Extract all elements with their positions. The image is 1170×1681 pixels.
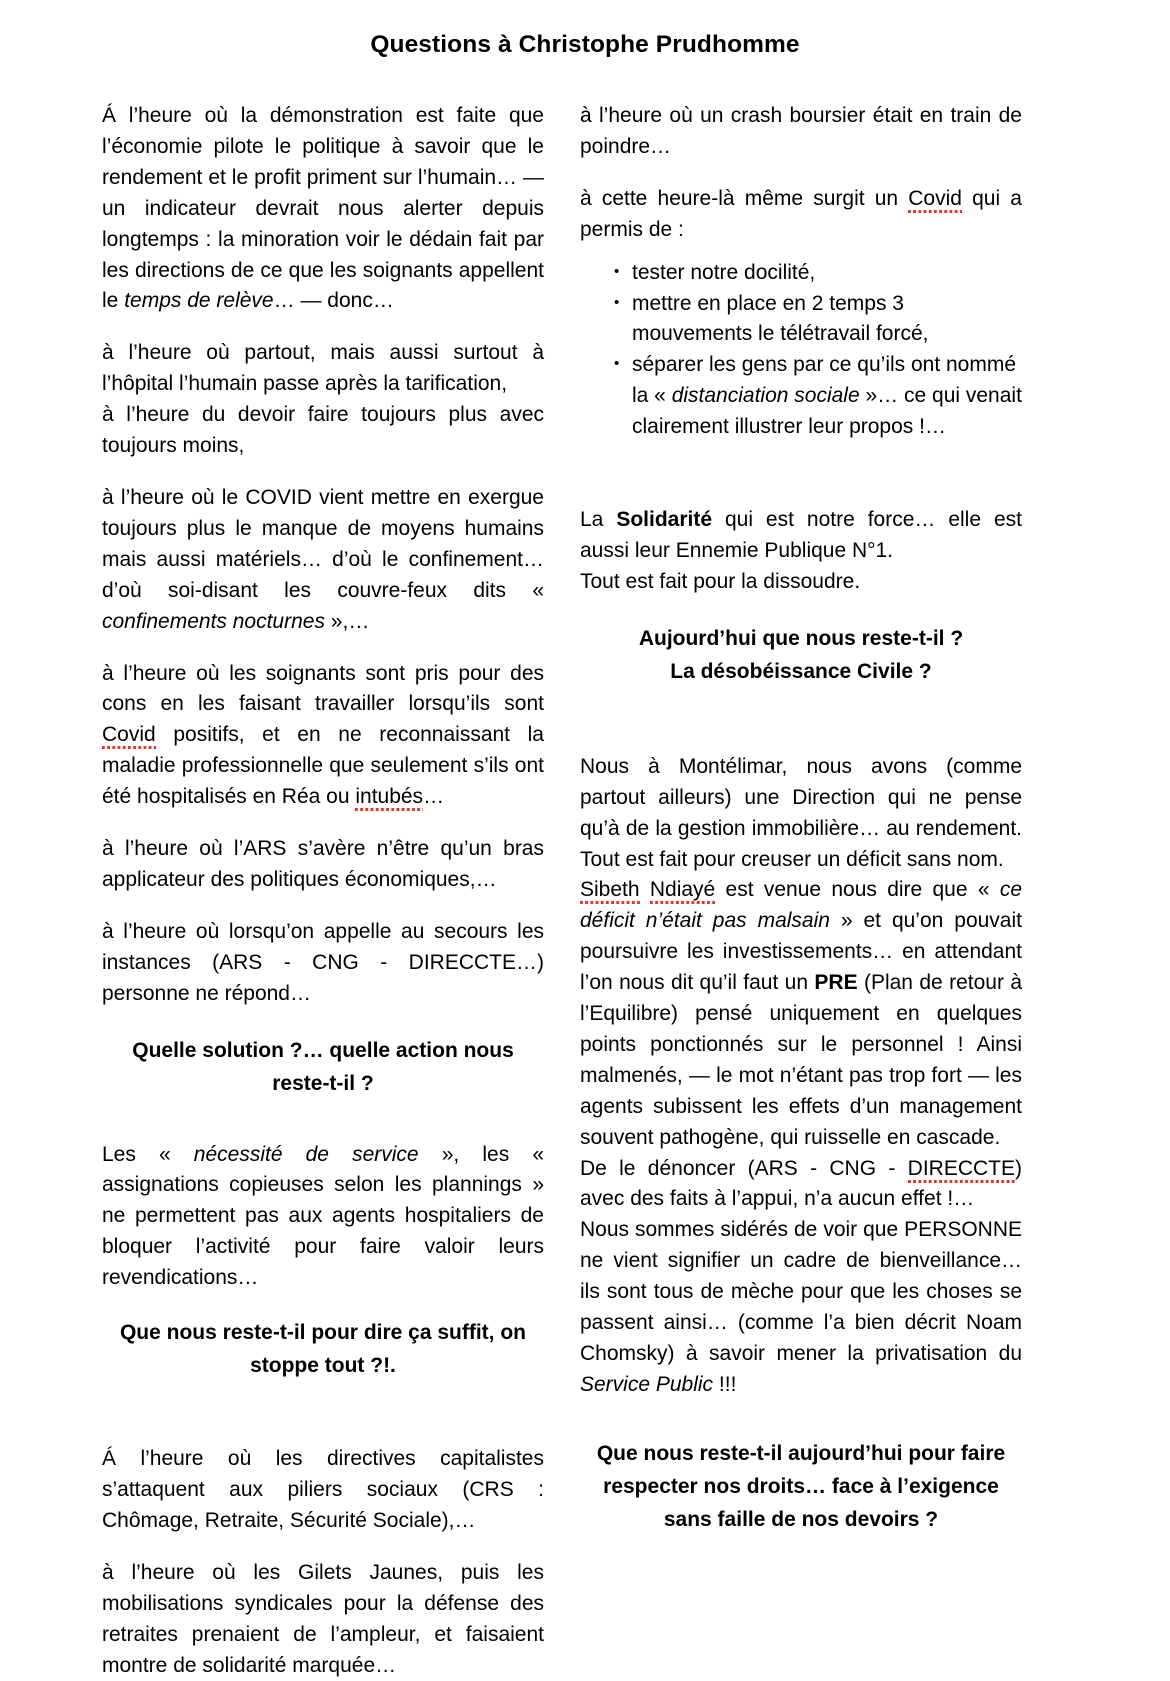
paragraph-left-1: Á l’heure où la démonstration est faite que l’économie pilote le politique à savoir que le rendement et le profit priment sur l’humain… — un indicateur devrait nous alerter depuis longtemps : la minoration voir le dédain fait par les directions de ce que les soignants appellent le temps de relève… — donc… xyxy=(102,104,544,313)
heading-aujourdhui-line-2: La désobéissance Civile ? xyxy=(670,659,932,683)
right-column xyxy=(580,101,1022,1681)
paragraph-left-7: à l’heure où lorsqu’on appelle au secours les instances (ARS - CNG - DIRECCTE…) personne ne répond… xyxy=(102,919,544,1005)
italic-service-public: Service Public xyxy=(580,1372,714,1396)
heading-aujourdhui-line-1: Aujourd’hui que nous reste-t-il ? xyxy=(638,626,964,650)
paragraph-left-5: à l’heure où les soignants sont pris pour des cons en les faisant travailler lorsqu’ils sont Covid positifs, et en ne reconnaissant la maladie professionnelle que seulement s’ils ont été hospitalisés en Réa ou intubés… xyxy=(102,661,544,809)
heading-final-line-3: sans faille de nos devoirs ? xyxy=(663,1507,939,1531)
italic-necessite-de-service: nécessité de service xyxy=(193,1142,419,1166)
paragraph-left-9: Á l’heure où les directives capitalistes s’attaquent aux piliers sociaux (CRS : Chômage, Retraite, Sécurité Sociale),… xyxy=(102,1447,544,1532)
list-item: • tester notre docilité, xyxy=(614,258,1022,289)
italic-deficit-malsain: ce déficit n’était pas malsain xyxy=(580,878,1023,933)
italic-confinements-nocturnes: confinements nocturnes xyxy=(102,609,325,633)
list-item: • mettre en place en 2 temps 3 mouvements le télétravail forcé, xyxy=(614,289,1022,351)
paragraph-right-3: Nous à Montélimar, nous avons (comme partout ailleurs) une Direction qui ne pense qu’à de la gestion immobilière… au rendement. Tout est fait pour creuser un déficit sans nom. xyxy=(580,754,1022,871)
left-column xyxy=(102,101,544,1681)
italic-distanciation-sociale: distanciation sociale xyxy=(671,384,860,408)
paragraph-right-solidarite: La Solidarité qui est notre force… elle est aussi leur Ennemie Publique N°1. xyxy=(580,508,1022,562)
page-title: Questions à Christophe Prudhomme xyxy=(370,31,800,58)
paragraph-left-10: à l’heure où les Gilets Jaunes, puis les mobilisations syndicales pour la défense des retraites prenaient de l’ampleur, et faisaient montre de solidarité marquée… xyxy=(102,1560,544,1677)
bold-solidarite: Solidarité xyxy=(616,508,713,532)
bullet-list xyxy=(580,258,1022,443)
paragraph-left-2: à l’heure où partout, mais aussi surtout à l’hôpital l’humain passe après la tarification, xyxy=(102,341,544,396)
list-item: • séparer les gens par ce qu’ils ont nommé la « distanciation sociale »… ce qui venait clairement illustrer leur propos !… xyxy=(614,350,1022,443)
spellcheck-word-covid-right: Covid xyxy=(908,186,962,210)
paragraph-right-6: Nous sommes sidérés de voir que PERSONNE ne vient signifier un cadre de bienveillance… ils sont tous de mèche pour que les choses se passent ainsi… (comme l’a bien décrit Noam Chomsky) à savoir mener la privatisation du Service Public !!! xyxy=(580,1218,1022,1396)
italic-temps-de-releve: temps de relève xyxy=(124,289,274,313)
bold-pre: PRE xyxy=(814,971,858,995)
heading-final-line-2: respecter nos droits… face à l’exigence xyxy=(603,1474,999,1498)
paragraph-right-4: Sibeth Ndiayé est venue nous dire que « ce déficit n’était pas malsain » et qu’on pouvait poursuivre les investissements… en attendant l’on nous dit qu’il faut un PRE (Plan de retour à l’Equilibre) pensé uniquement en quelques points ponctionnés sur le personnel ! Ainsi malmenés, — le mot n’étant pas trop fort — les agents subissent les effets d’un management souvent pathogène, qui ruisselle en cascade. xyxy=(580,878,1023,1149)
paragraph-right-1: à l’heure où un crash boursier était en train de poindre… xyxy=(580,104,1022,158)
spellcheck-word-direccte: DIRECCTE xyxy=(907,1156,1015,1180)
spellcheck-word-intubes: intubés xyxy=(355,785,424,809)
spellcheck-word-sibeth: Sibeth xyxy=(580,878,640,902)
spellcheck-word-ndiaye: Ndiayé xyxy=(649,878,716,902)
paragraph-right-dissoudre: Tout est fait pour la dissoudre. xyxy=(580,569,861,593)
heading-quelle-solution: Quelle solution ?… quelle action nous reste-t-il ? xyxy=(132,1038,514,1095)
heading-que-nous-reste-t-il: Que nous reste-t-il pour dire ça suffit, on stoppe tout ?!. xyxy=(119,1321,527,1378)
paragraph-right-2: à cette heure-là même surgit un Covid qui a permis de : xyxy=(580,186,1022,241)
paragraph-left-4: à l’heure où le COVID vient mettre en exergue toujours plus le manque de moyens humains mais aussi matériels… d’où le confinement… d’où soi-disant les couvre-feux dits « confinements nocturnes »,… xyxy=(102,485,544,633)
paragraph-left-6: à l’heure où l’ARS s’avère n’être qu’un bras applicateur des politiques économiques,… xyxy=(102,837,544,891)
paragraph-left-8: Les « nécessité de service », les « assignations copieuses selon les plannings » ne permettent pas aux agents hospitaliers de bloquer l’activité pour faire valoir leurs revendications… xyxy=(102,1142,544,1290)
heading-final-line-1: Que nous reste-t-il aujourd’hui pour faire xyxy=(596,1441,1006,1465)
paragraph-right-5: De le dénoncer (ARS - CNG - DIRECCTE) avec des faits à l’appui, n’a aucun effet !… xyxy=(580,1156,1022,1211)
two-column-body xyxy=(0,101,1170,1681)
paragraph-left-3: à l’heure du devoir faire toujours plus avec toujours moins, xyxy=(102,403,544,458)
spellcheck-word-covid: Covid xyxy=(102,723,156,747)
